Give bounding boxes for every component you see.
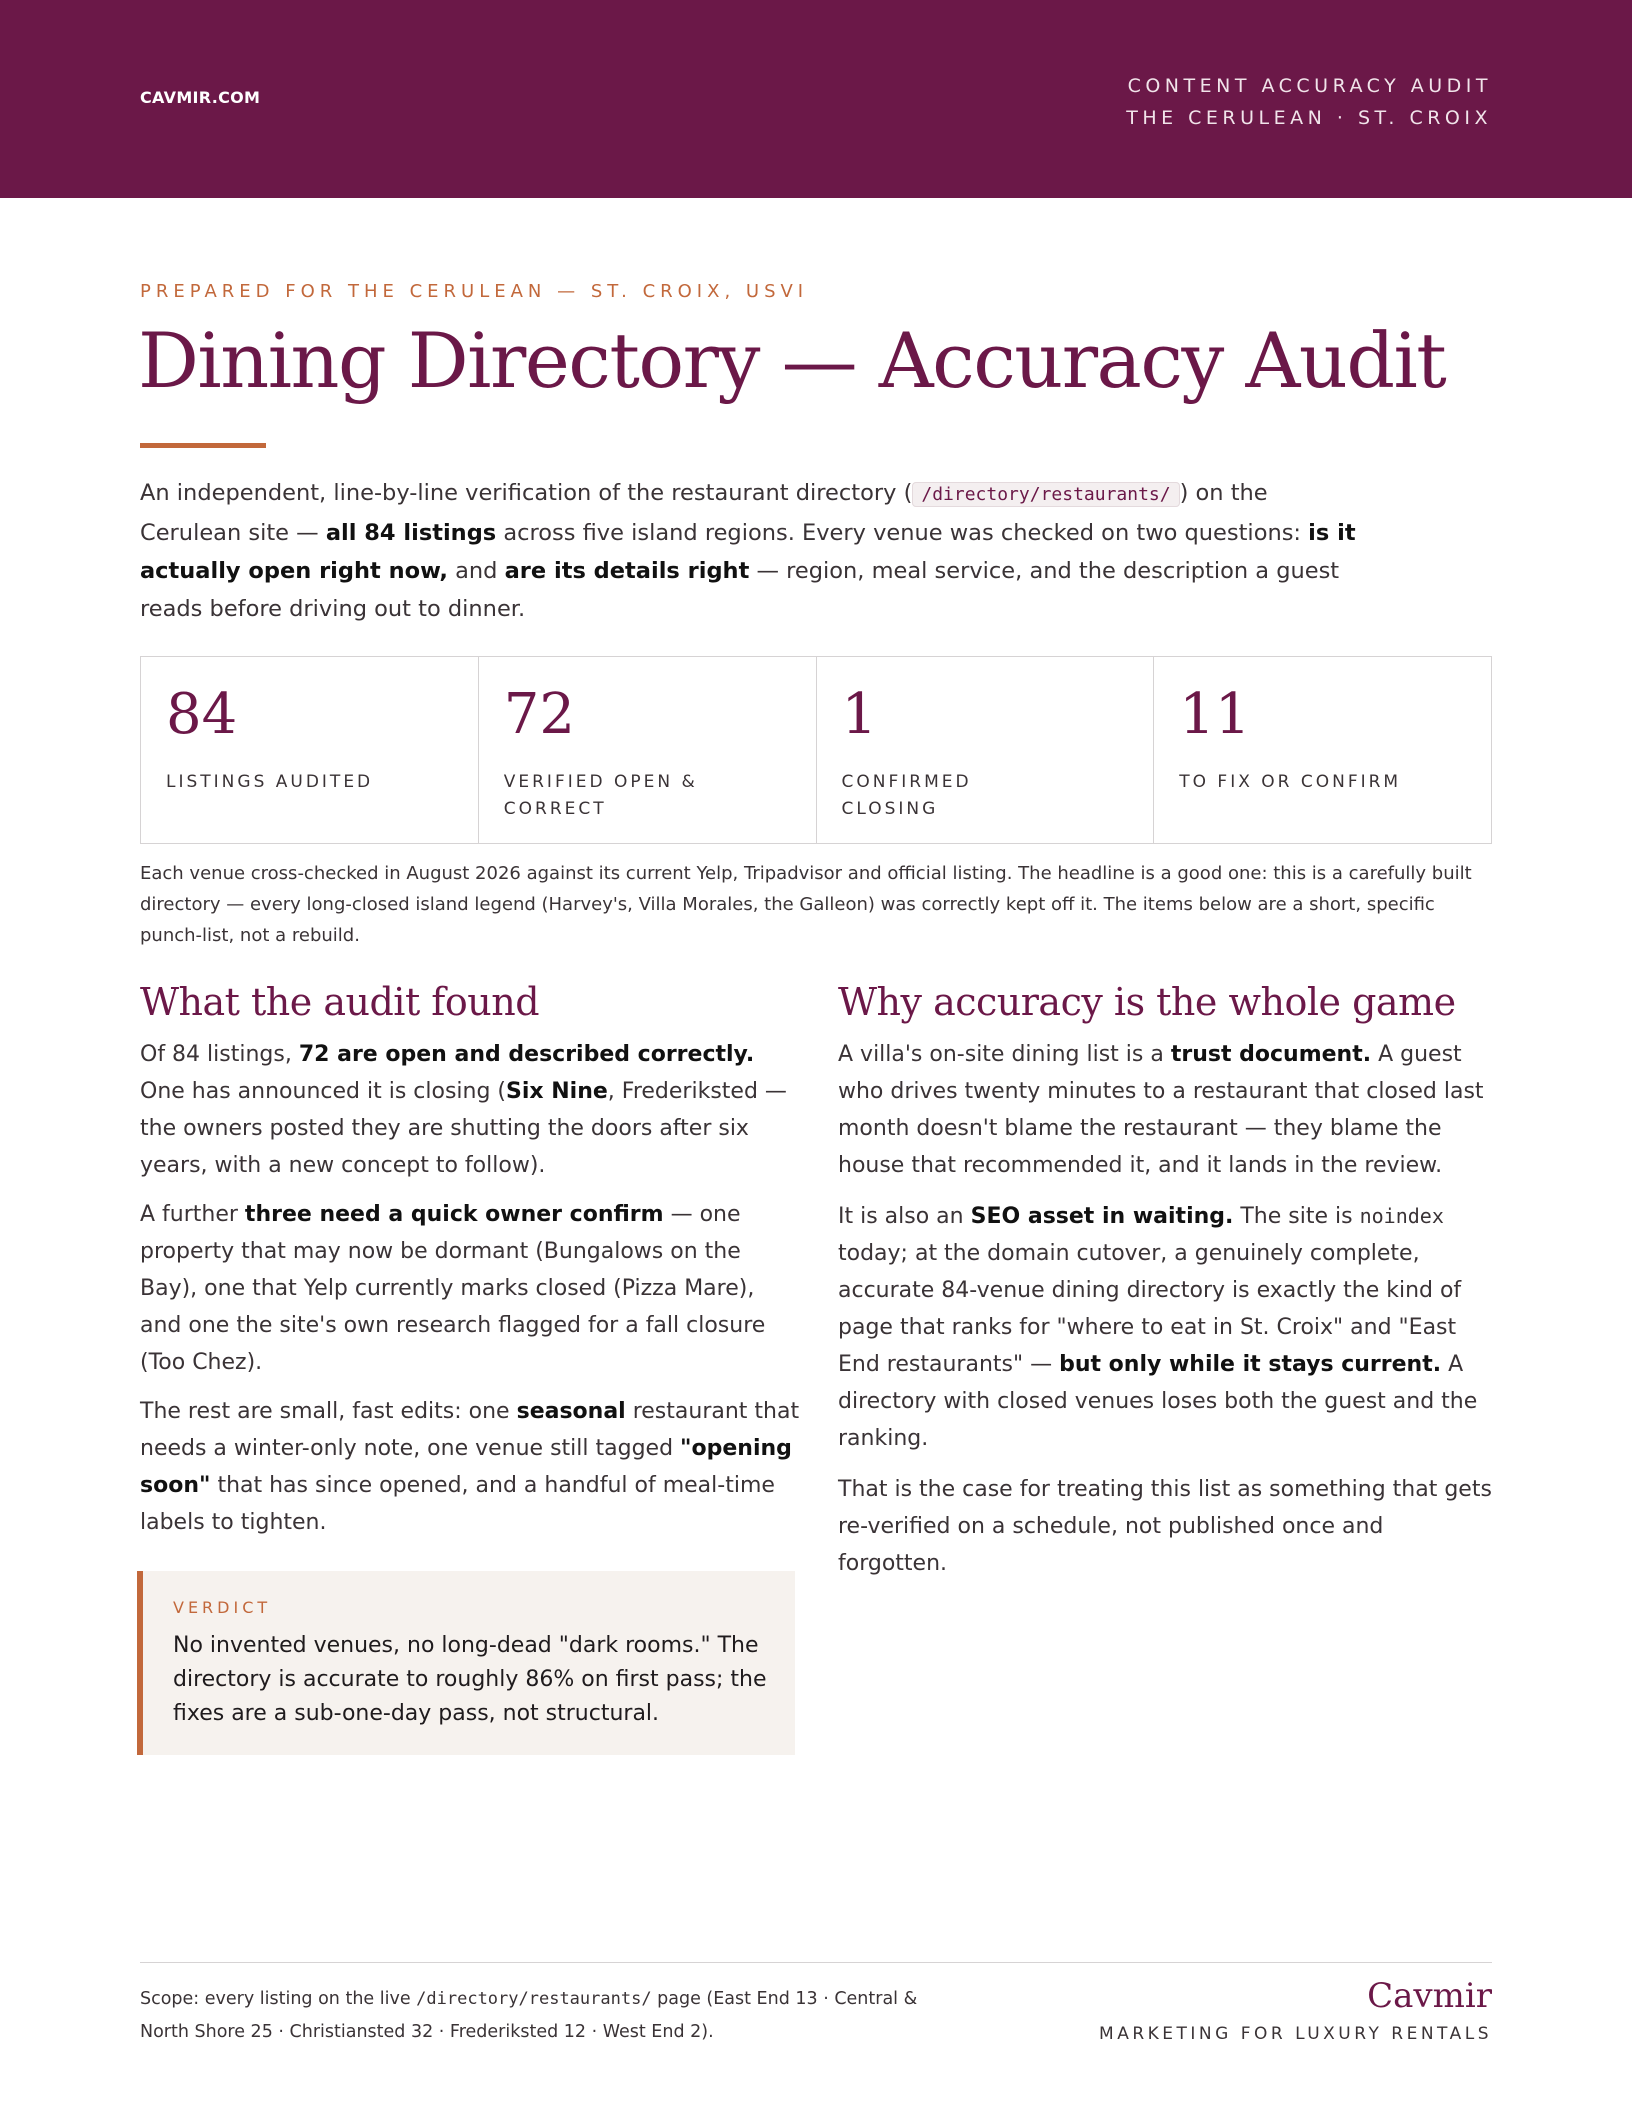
stat-label: LISTINGS AUDITED (166, 772, 374, 792)
body-text: — one property that may now be dormant (Bungalows on the Bay), one that Yelp currently marks closed (Pizza Mare), and one the site's own research flagged for a fall closure (Too Chez). (140, 1202, 766, 1375)
body-text: today; at the domain cutover, a genuinely complete, accurate 84-venue dining directory is exactly the kind of page that ranks for "where to eat in St. Croix" and "East End restaurants" — (838, 1241, 1462, 1377)
body-emphasis: "opening soon" (140, 1436, 792, 1498)
footer-tagline: MARKETING FOR LUXURY RENTALS (1099, 2024, 1492, 2044)
intro-text: — region, meal service, and the description a guest reads before driving out to dinner. (140, 558, 1340, 622)
rationale-paragraph: That is the case for treating this list as something that gets re-verified on a schedule, not published once and forgotten. (838, 1477, 1492, 1576)
method-note: Each venue cross-checked in August 2026 against its current Yelp, Tripadvisor and official listing. The headline is a good one: this is a carefully built directory — every long-closed island legend (Harvey's, Villa Morales, the Galleon) was correctly kept off it. The items below are a short, specific punch-list, not a rebuild. (140, 863, 1472, 946)
stat-verified-open (479, 657, 817, 843)
stat-label: CONFIRMED CLOSING (841, 772, 972, 819)
body-emphasis: SEO asset in waiting. (970, 1204, 1234, 1229)
header-band (0, 0, 1632, 198)
body-emphasis: Six Nine (506, 1079, 608, 1104)
footer-logo: Cavmir (1367, 1976, 1492, 2016)
header-doc-info (1126, 70, 1492, 134)
brand-link[interactable]: CAVMIR.COM (140, 88, 261, 107)
noindex-code: noindex (1359, 1204, 1444, 1228)
stat-label: TO FIX OR CONFIRM (1179, 772, 1402, 792)
stat-to-fix (1154, 657, 1491, 843)
findings-heading: What the audit found (140, 980, 540, 1024)
intro-path-code: /directory/restaurants/ (912, 482, 1179, 507)
footer-scope (140, 1983, 920, 2049)
body-emphasis: seasonal (516, 1399, 626, 1424)
intro-emphasis: is it actually open right now, (140, 520, 1356, 584)
rationale-paragraph (838, 1036, 1494, 1184)
title-accent-rule (140, 443, 266, 448)
body-text: A guest who drives twenty minutes to a restaurant that closed last month doesn't blame the restaurant — they blame the house that recommended it, and it lands in the review. (838, 1042, 1484, 1178)
rationale-heading: Why accuracy is the whole game (838, 980, 1456, 1024)
verdict-label: VERDICT (173, 1598, 272, 1617)
footer-path: /directory/restaurants/ (416, 1989, 652, 2009)
stat-value: 84 (166, 682, 238, 747)
body-emphasis: trust document. (1170, 1042, 1372, 1067)
footer-text: Scope: every listing on the live (140, 1989, 417, 2009)
body-text: Of 84 listings, (140, 1042, 299, 1067)
body-text: The rest are small, fast edits: one (140, 1399, 517, 1424)
findings-paragraph (140, 1036, 800, 1184)
body-emphasis: three need a quick owner confirm (244, 1202, 664, 1227)
stat-label: VERIFIED OPEN & CORRECT (503, 772, 698, 819)
intro-text: An independent, line-by-line verification of the restaurant directory ( (140, 480, 913, 506)
stat-value: 72 (503, 682, 576, 747)
findings-column (140, 980, 800, 1553)
intro-text: ) on the Cerulean site — (140, 480, 1268, 546)
rationale-paragraph (838, 1198, 1494, 1457)
body-text: that has since opened, and a handful of meal-time labels to tighten. (140, 1473, 775, 1535)
body-text: A further (140, 1202, 245, 1227)
body-text: One has announced it is closing ( (140, 1079, 506, 1104)
findings-paragraph (140, 1196, 800, 1381)
body-text: , Frederiksted — the owners posted they are shutting the doors after six years, with a new concept to follow). (140, 1079, 787, 1178)
rationale-column (838, 980, 1494, 1596)
findings-paragraph (140, 1393, 800, 1541)
header-property: THE CERULEAN · ST. CROIX (1126, 107, 1492, 129)
eyebrow: PREPARED FOR THE CERULEAN — ST. CROIX, USVI (140, 281, 809, 302)
body-text: The site is (1233, 1204, 1360, 1229)
body-text: A villa's on-site dining list is a (838, 1042, 1171, 1067)
verdict-callout (137, 1571, 795, 1755)
intro-text: and (447, 558, 505, 584)
page-title: Dining Directory — Accuracy Audit (138, 316, 1446, 405)
stat-listings-audited (141, 657, 479, 843)
intro-emphasis: are its details right (504, 558, 750, 584)
header-doc-type: CONTENT ACCURACY AUDIT (1127, 75, 1492, 97)
footer-text: page (East End 13 · Central & North Shore 25 · Christiansted 32 · Frederiksted 12 · West End 2). (140, 1989, 918, 2042)
intro-text: across five island regions. Every venue was checked on two questions: (496, 520, 1309, 546)
body-text: It is also an (838, 1204, 971, 1229)
stat-value: 11 (1179, 682, 1251, 747)
stat-value: 1 (841, 682, 878, 747)
body-emphasis: but only while it stays current. (1059, 1352, 1442, 1377)
body-text: restaurant that needs a winter-only note, one venue still tagged (140, 1399, 800, 1461)
intro-paragraph (140, 474, 1360, 628)
verdict-text: No invented venues, no long-dead "dark rooms." The directory is accurate to roughly 86% on first pass; the fixes are a sub-one-day pass, not structural. (173, 1633, 767, 1726)
stats-panel (140, 656, 1492, 844)
body-emphasis: 72 are open and described correctly. (298, 1042, 755, 1067)
footer-divider (140, 1962, 1492, 1963)
intro-emphasis: all 84 listings (325, 520, 497, 546)
body-text: A directory with closed venues loses both the guest and the ranking. (838, 1352, 1478, 1451)
stat-confirmed-closing (817, 657, 1155, 843)
